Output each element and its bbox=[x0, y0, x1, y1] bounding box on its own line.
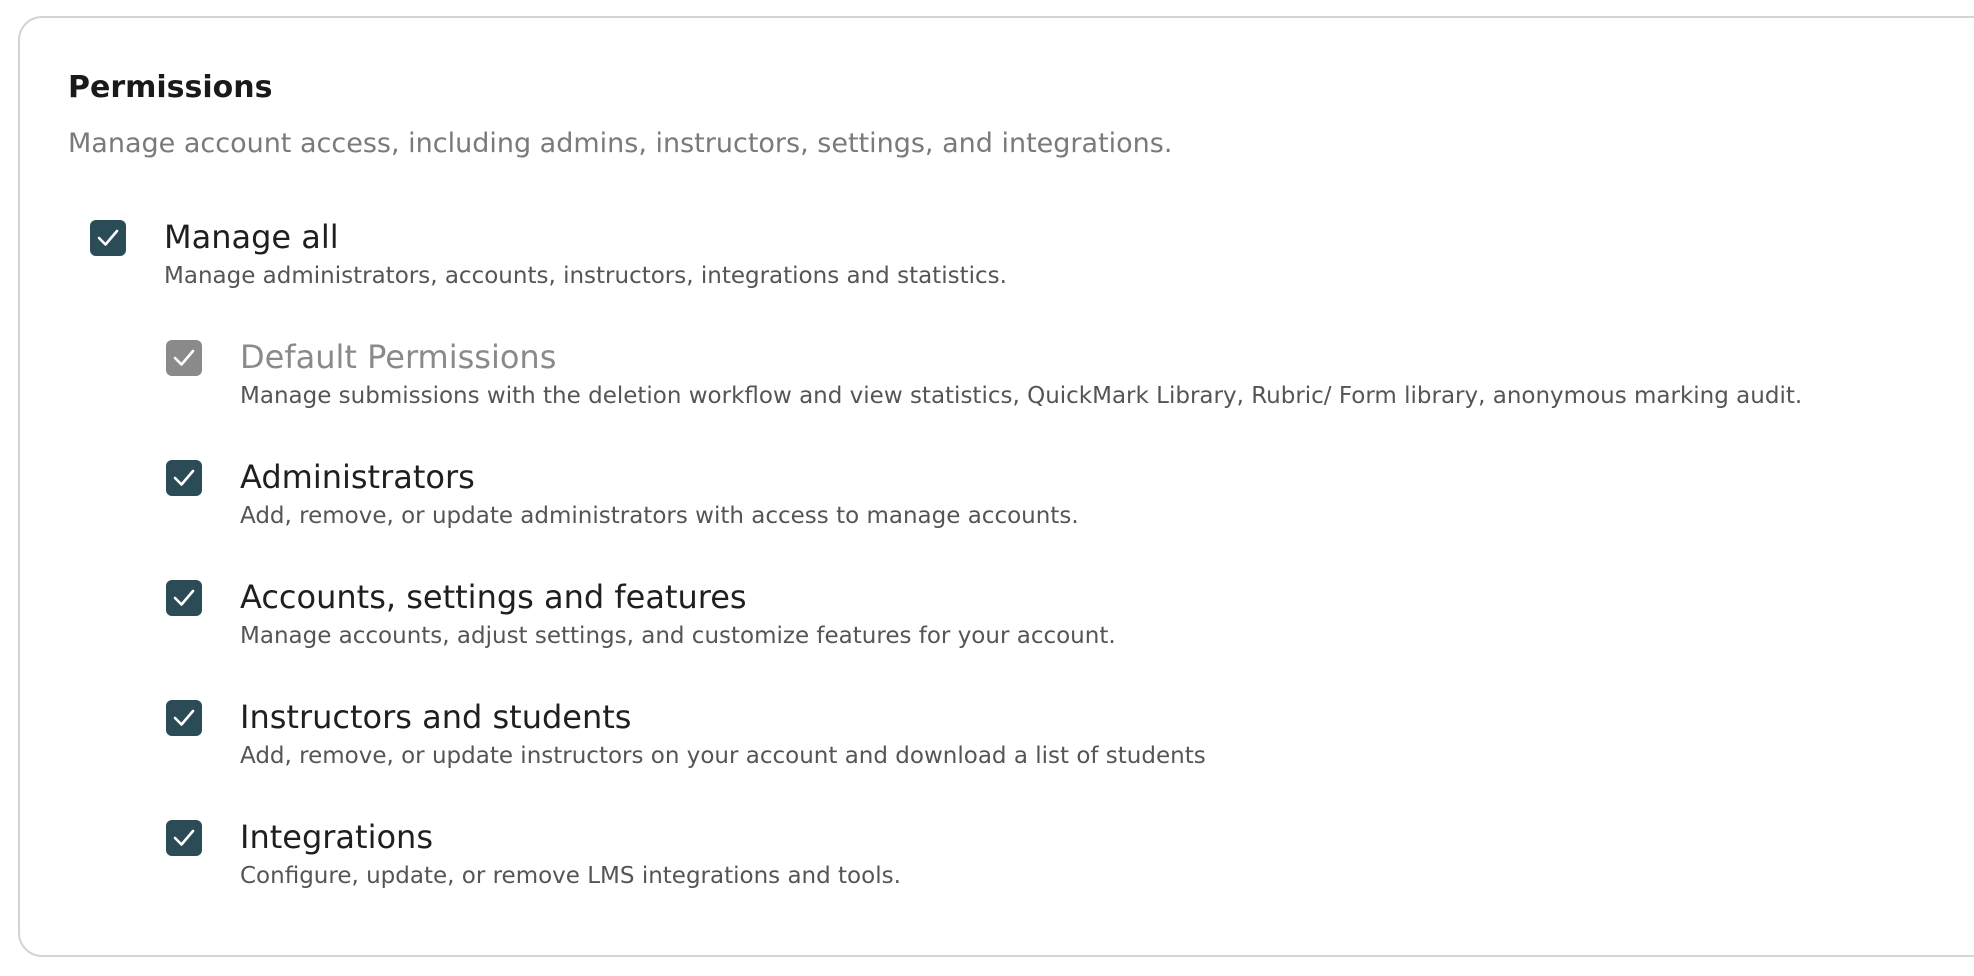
section-title: Permissions bbox=[68, 70, 273, 105]
default-permissions-description: Manage submissions with the deletion workflow and view statistics, QuickMark Library, Rubric/ Form library, anonymous marking audit. bbox=[240, 383, 1803, 409]
accounts-settings-features-description: Manage accounts, adjust settings, and customize features for your account. bbox=[240, 623, 1116, 649]
instructors-students-checkbox[interactable] bbox=[166, 700, 202, 736]
integrations-checkbox[interactable] bbox=[166, 820, 202, 856]
default-permissions-label: Default Permissions bbox=[240, 338, 557, 376]
instructors-students-description: Add, remove, or update instructors on your account and download a list of students bbox=[240, 743, 1206, 769]
integrations-label: Integrations bbox=[240, 818, 433, 856]
check-icon bbox=[172, 827, 196, 849]
integrations-description: Configure, update, or remove LMS integrations and tools. bbox=[240, 863, 901, 889]
check-icon bbox=[172, 587, 196, 609]
administrators-description: Add, remove, or update administrators with access to manage accounts. bbox=[240, 503, 1079, 529]
manage-all-description: Manage administrators, accounts, instructors, integrations and statistics. bbox=[164, 263, 1007, 289]
check-icon bbox=[96, 227, 120, 249]
accounts-settings-features-checkbox[interactable] bbox=[166, 580, 202, 616]
check-icon bbox=[172, 347, 196, 369]
default-permissions-checkbox bbox=[166, 340, 202, 376]
section-description: Manage account access, including admins, instructors, settings, and integrations. bbox=[68, 128, 1173, 159]
administrators-checkbox[interactable] bbox=[166, 460, 202, 496]
administrators-label: Administrators bbox=[240, 458, 475, 496]
check-icon bbox=[172, 467, 196, 489]
accounts-settings-features-label: Accounts, settings and features bbox=[240, 578, 747, 616]
check-icon bbox=[172, 707, 196, 729]
manage-all-label: Manage all bbox=[164, 218, 339, 256]
manage-all-checkbox[interactable] bbox=[90, 220, 126, 256]
instructors-students-label: Instructors and students bbox=[240, 698, 632, 736]
